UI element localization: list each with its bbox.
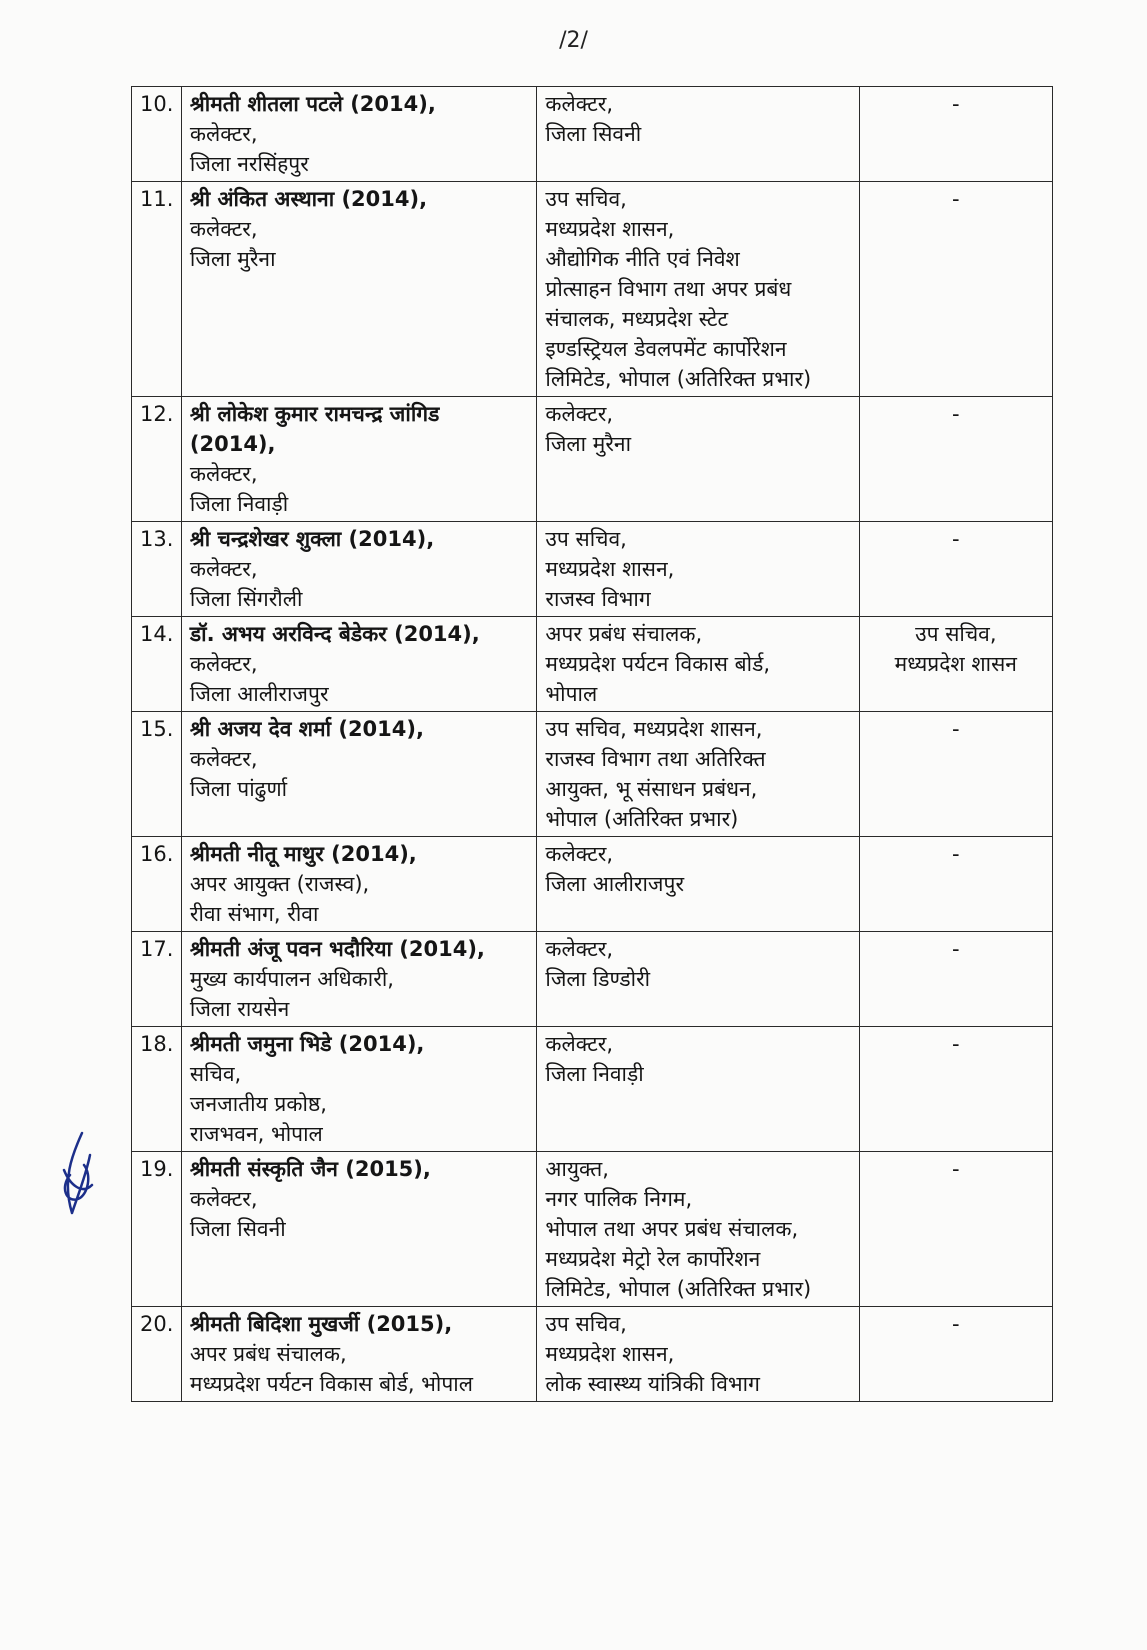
additional-charge <box>859 522 1052 617</box>
officer-name: डॉ. अभय अरविन्द बेडेकर (2014), <box>189 622 480 646</box>
new-posting-line: भोपाल तथा अपर प्रबंध संचालक, <box>545 1217 799 1241</box>
table-row <box>132 87 1053 182</box>
new-posting-line: औद्योगिक नीति एवं निवेश <box>545 247 740 271</box>
current-posting-line: जिला नरसिंहपुर <box>189 152 309 176</box>
current-posting-line: कलेक्टर, <box>189 557 258 581</box>
new-posting-line: उप सचिव, मध्यप्रदेश शासन, <box>545 717 763 741</box>
officer-current-posting <box>181 837 537 932</box>
table-row <box>132 1307 1053 1402</box>
table-row <box>132 617 1053 712</box>
officer-current-posting <box>181 712 537 837</box>
current-posting-line: मध्यप्रदेश पर्यटन विकास बोर्ड, भोपाल <box>189 1372 473 1396</box>
new-posting-line: राजस्व विभाग <box>545 587 651 611</box>
new-posting-line: मध्यप्रदेश शासन, <box>545 557 675 581</box>
officer-current-posting <box>181 87 537 182</box>
signature <box>52 1125 102 1225</box>
new-posting <box>537 1027 859 1152</box>
additional-charge <box>859 932 1052 1027</box>
officer-current-posting <box>181 1307 537 1402</box>
page-number: /2/ <box>559 28 588 53</box>
current-posting-line: जिला सिंगरौली <box>189 587 303 611</box>
new-posting-line: उप सचिव, <box>545 187 627 211</box>
new-posting <box>537 712 859 837</box>
additional-charge-line: - <box>952 187 960 211</box>
new-posting <box>537 87 859 182</box>
new-posting <box>537 932 859 1027</box>
officer-current-posting <box>181 932 537 1027</box>
new-posting-line: कलेक्टर, <box>545 402 614 426</box>
new-posting-line: जिला सिवनी <box>545 122 642 146</box>
new-posting <box>537 1307 859 1402</box>
serial-number: 11. <box>132 182 182 397</box>
new-posting-line: मध्यप्रदेश मेट्रो रेल कार्पोरेशन <box>545 1247 761 1271</box>
current-posting-line: कलेक्टर, <box>189 652 258 676</box>
table-row <box>132 1152 1053 1307</box>
new-posting-line: लिमिटेड, भोपाल (अतिरिक्त प्रभार) <box>545 367 812 391</box>
additional-charge-line: - <box>952 717 960 741</box>
new-posting <box>537 617 859 712</box>
current-posting-line: जिला रायसेन <box>189 997 290 1021</box>
serial-number: 12. <box>132 397 182 522</box>
additional-charge <box>859 837 1052 932</box>
new-posting-line: लोक स्वास्थ्य यांत्रिकी विभाग <box>545 1372 760 1396</box>
table-row <box>132 522 1053 617</box>
new-posting-line: कलेक्टर, <box>545 842 614 866</box>
new-posting-line: जिला मुरैना <box>545 432 632 456</box>
current-posting-line: कलेक्टर, <box>189 1187 258 1211</box>
table-row <box>132 397 1053 522</box>
officer-batch: जैन (2015), <box>303 1157 431 1181</box>
current-posting-line: जनजातीय प्रकोष्ठ, <box>189 1092 327 1116</box>
new-posting-line: उप सचिव, <box>545 527 627 551</box>
new-posting-line: जिला आलीराजपुर <box>545 872 685 896</box>
current-posting-line: जिला पांढुर्णा <box>189 777 288 801</box>
officer-current-posting <box>181 617 537 712</box>
additional-charge-line: मध्यप्रदेश शासन <box>894 652 1017 676</box>
new-posting-line: भोपाल <box>545 682 598 706</box>
new-posting-line: संचालक, मध्यप्रदेश स्टेट <box>545 307 729 331</box>
serial-number: 14. <box>132 617 182 712</box>
transfer-table <box>131 86 1053 1402</box>
table-row <box>132 932 1053 1027</box>
new-posting <box>537 522 859 617</box>
serial-number: 20. <box>132 1307 182 1402</box>
additional-charge-line: - <box>952 1157 960 1181</box>
officer-current-posting <box>181 397 537 522</box>
current-posting-line: कलेक्टर, <box>189 747 258 771</box>
new-posting-line: जिला निवाड़ी <box>545 1062 644 1086</box>
current-posting-line: रीवा संभाग, रीवा <box>189 902 319 926</box>
new-posting-line: लिमिटेड, भोपाल (अतिरिक्त प्रभार) <box>545 1277 812 1301</box>
additional-charge-line: - <box>952 1032 960 1056</box>
additional-charge-line: - <box>952 92 960 116</box>
current-posting-line: अपर प्रबंध संचालक, <box>189 1342 347 1366</box>
new-posting-line: कलेक्टर, <box>545 1032 614 1056</box>
serial-number: 13. <box>132 522 182 617</box>
additional-charge-line: - <box>952 937 960 961</box>
officer-name: श्री अंकित अस्थाना (2014), <box>189 187 428 211</box>
additional-charge <box>859 617 1052 712</box>
officer-current-posting <box>181 1027 537 1152</box>
new-posting-line: मध्यप्रदेश पर्यटन विकास बोर्ड, <box>545 652 770 676</box>
new-posting-line: इण्डस्ट्रियल डेवलपमेंट कार्पोरेशन <box>545 337 787 361</box>
new-posting-line: प्रोत्साहन विभाग तथा अपर प्रबंध <box>545 277 792 301</box>
new-posting-line: भोपाल (अतिरिक्त प्रभार) <box>545 807 739 831</box>
officer-name: श्री चन्द्रशेखर शुक्ला (2014), <box>189 527 435 551</box>
additional-charge-line: - <box>952 1312 960 1336</box>
additional-charge <box>859 397 1052 522</box>
serial-number: 18. <box>132 1027 182 1152</box>
new-posting-line: आयुक्त, भू संसाधन प्रबंधन, <box>545 777 758 801</box>
current-posting-line: मुख्य कार्यपालन अधिकारी, <box>189 967 394 991</box>
additional-charge-line: उप सचिव, <box>915 622 997 646</box>
additional-charge <box>859 712 1052 837</box>
new-posting-line: मध्यप्रदेश शासन, <box>545 217 675 241</box>
current-posting-line: सचिव, <box>189 1062 242 1086</box>
additional-charge-line: - <box>952 402 960 426</box>
new-posting-line: कलेक्टर, <box>545 92 614 116</box>
additional-charge-line: - <box>952 527 960 551</box>
officer-name: श्रीमती अंजू पवन भदौरिया (2014), <box>189 937 485 961</box>
current-posting-line: जिला निवाड़ी <box>189 492 289 516</box>
serial-number: 16. <box>132 837 182 932</box>
table-row <box>132 1027 1053 1152</box>
officer-name: श्रीमती संस्कृति <box>189 1157 304 1181</box>
table-row <box>132 712 1053 837</box>
additional-charge <box>859 87 1052 182</box>
current-posting-line: जिला मुरैना <box>189 247 276 271</box>
new-posting-line: मध्यप्रदेश शासन, <box>545 1342 675 1366</box>
new-posting-line: अपर प्रबंध संचालक, <box>545 622 703 646</box>
officer-current-posting <box>181 182 537 397</box>
current-posting-line: अपर आयुक्त (राजस्व), <box>189 872 370 896</box>
new-posting-line: उप सचिव, <box>545 1312 627 1336</box>
serial-number: 17. <box>132 932 182 1027</box>
officer-name: श्रीमती बिदिशा मुखर्जी (2015), <box>189 1312 453 1336</box>
additional-charge <box>859 182 1052 397</box>
new-posting <box>537 837 859 932</box>
additional-charge <box>859 1027 1052 1152</box>
new-posting <box>537 397 859 522</box>
additional-charge <box>859 1152 1052 1307</box>
additional-charge <box>859 1307 1052 1402</box>
current-posting-line: जिला सिवनी <box>189 1217 286 1241</box>
current-posting-line: राजभवन, भोपाल <box>189 1122 323 1146</box>
current-posting-line: कलेक्टर, <box>189 462 258 486</box>
serial-number: 19. <box>132 1152 182 1307</box>
table-row <box>132 182 1053 397</box>
new-posting-line: नगर पालिक निगम, <box>545 1187 693 1211</box>
new-posting-line: जिला डिण्डोरी <box>545 967 651 991</box>
officer-current-posting <box>181 522 537 617</box>
officer-name: श्रीमती जमुना भिडे (2014), <box>189 1032 425 1056</box>
officer-name: श्री लोकेश कुमार रामचन्द्र जांगिड (2014), <box>189 402 440 456</box>
serial-number: 15. <box>132 712 182 837</box>
serial-number: 10. <box>132 87 182 182</box>
officer-name: श्रीमती नीतू माथुर (2014), <box>189 842 417 866</box>
new-posting <box>537 1152 859 1307</box>
new-posting <box>537 182 859 397</box>
additional-charge-line: - <box>952 842 960 866</box>
officer-name: श्रीमती शीतला पटले (2014), <box>189 92 436 116</box>
new-posting-line: आयुक्त, <box>545 1157 609 1181</box>
current-posting-line: जिला आलीराजपुर <box>189 682 329 706</box>
officer-name: श्री अजय देव शर्मा (2014), <box>189 717 424 741</box>
current-posting-line: कलेक्टर, <box>189 122 258 146</box>
new-posting-line: कलेक्टर, <box>545 937 614 961</box>
current-posting-line: कलेक्टर, <box>189 217 258 241</box>
officer-current-posting <box>181 1152 537 1307</box>
table-row <box>132 837 1053 932</box>
new-posting-line: राजस्व विभाग तथा अतिरिक्त <box>545 747 766 771</box>
